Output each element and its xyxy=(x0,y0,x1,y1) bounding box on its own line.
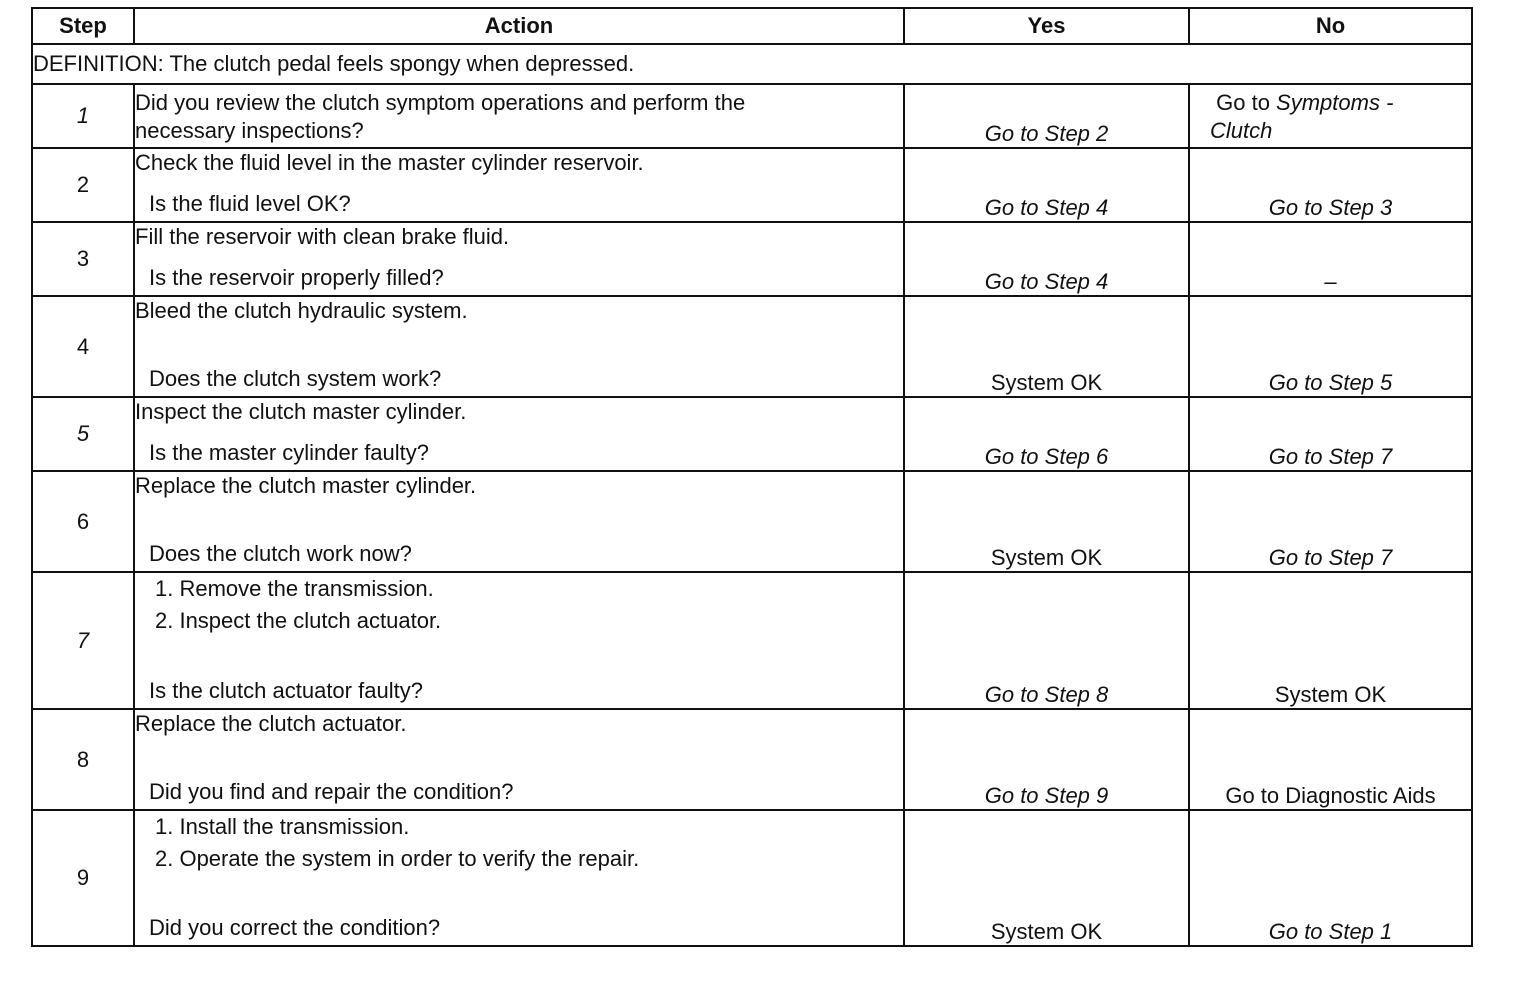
table-row xyxy=(32,84,1472,148)
action-cell xyxy=(134,709,904,810)
action-cell xyxy=(134,572,904,709)
no-cell: Go to Step 7 xyxy=(1189,471,1472,572)
step-number: 3 xyxy=(32,222,134,296)
action-text: Did you review the clutch symptom operations and perform the xyxy=(135,90,746,115)
step-number: 1 xyxy=(32,84,134,148)
step-number: 2 xyxy=(32,148,134,222)
substep-text: 1. Install the transmission. xyxy=(155,814,410,839)
header-row xyxy=(32,8,1472,44)
no-cell: Go to Diagnostic Aids xyxy=(1189,709,1472,810)
action-text: Bleed the clutch hydraulic system. xyxy=(135,298,468,323)
table-row xyxy=(32,572,1472,709)
table-row xyxy=(32,296,1472,397)
action-text: Check the fluid level in the master cylinder reservoir. xyxy=(135,150,644,175)
no-cell: Go to Step 3 xyxy=(1189,148,1472,222)
table-row xyxy=(32,810,1472,946)
yes-cell: Go to Step 8 xyxy=(904,572,1189,709)
no-text: Go to Symptoms - Clutch xyxy=(1210,90,1394,143)
action-text: Replace the clutch master cylinder. xyxy=(135,473,477,498)
step-number: 7 xyxy=(32,572,134,709)
definition-row xyxy=(32,44,1472,84)
no-cell: System OK xyxy=(1189,572,1472,709)
question-text: Did you correct the condition? xyxy=(149,915,441,940)
question-text: Is the clutch actuator faulty? xyxy=(149,678,423,703)
question-text: Is the reservoir properly filled? xyxy=(149,265,444,290)
step-number: 6 xyxy=(32,471,134,572)
yes-cell: Go to Step 6 xyxy=(904,397,1189,471)
no-cell: Go to Step 1 xyxy=(1189,810,1472,946)
action-cell xyxy=(134,296,904,397)
action-cell xyxy=(134,397,904,471)
question-text: Does the clutch work now? xyxy=(149,541,412,566)
substep-text: 1. Remove the transmission. xyxy=(155,576,434,601)
yes-cell: System OK xyxy=(904,296,1189,397)
action-cell xyxy=(134,222,904,296)
question-text: Did you find and repair the condition? xyxy=(149,779,514,804)
action-text: Fill the reservoir with clean brake fluid. xyxy=(135,224,510,249)
substep-text: 2. Inspect the clutch actuator. xyxy=(155,608,442,633)
action-cell xyxy=(134,810,904,946)
yes-cell: Go to Step 2 xyxy=(904,84,1189,148)
no-cell xyxy=(1189,84,1472,148)
yes-cell: Go to Step 9 xyxy=(904,709,1189,810)
table-row xyxy=(32,709,1472,810)
no-cell: Go to Step 5 xyxy=(1189,296,1472,397)
substep-text: 2. Operate the system in order to verify the repair. xyxy=(155,846,640,871)
step-number: 9 xyxy=(32,810,134,946)
question-text: Does the clutch system work? xyxy=(149,366,442,391)
action-text: Inspect the clutch master cylinder. xyxy=(135,399,467,424)
header-step: Step xyxy=(32,8,134,44)
yes-cell: System OK xyxy=(904,810,1189,946)
no-cell: Go to Step 7 xyxy=(1189,397,1472,471)
action-cell xyxy=(134,84,904,148)
question-text: Is the fluid level OK? xyxy=(149,191,351,216)
yes-cell: System OK xyxy=(904,471,1189,572)
table-row xyxy=(32,397,1472,471)
no-cell: – xyxy=(1189,222,1472,296)
header-action: Action xyxy=(134,8,904,44)
header-yes: Yes xyxy=(904,8,1189,44)
table-row xyxy=(32,148,1472,222)
yes-cell: Go to Step 4 xyxy=(904,148,1189,222)
question-text: Is the master cylinder faulty? xyxy=(149,440,430,465)
step-number: 5 xyxy=(32,397,134,471)
yes-cell: Go to Step 4 xyxy=(904,222,1189,296)
definition-text: DEFINITION: The clutch pedal feels spongy when depressed. xyxy=(32,44,1472,84)
action-text: necessary inspections? xyxy=(135,118,364,143)
table-row xyxy=(32,471,1472,572)
table-row xyxy=(32,222,1472,296)
action-cell xyxy=(134,148,904,222)
diagnostic-table xyxy=(31,7,1473,947)
action-cell xyxy=(134,471,904,572)
action-text: Replace the clutch actuator. xyxy=(135,711,407,736)
step-number: 4 xyxy=(32,296,134,397)
header-no: No xyxy=(1189,8,1472,44)
step-number: 8 xyxy=(32,709,134,810)
